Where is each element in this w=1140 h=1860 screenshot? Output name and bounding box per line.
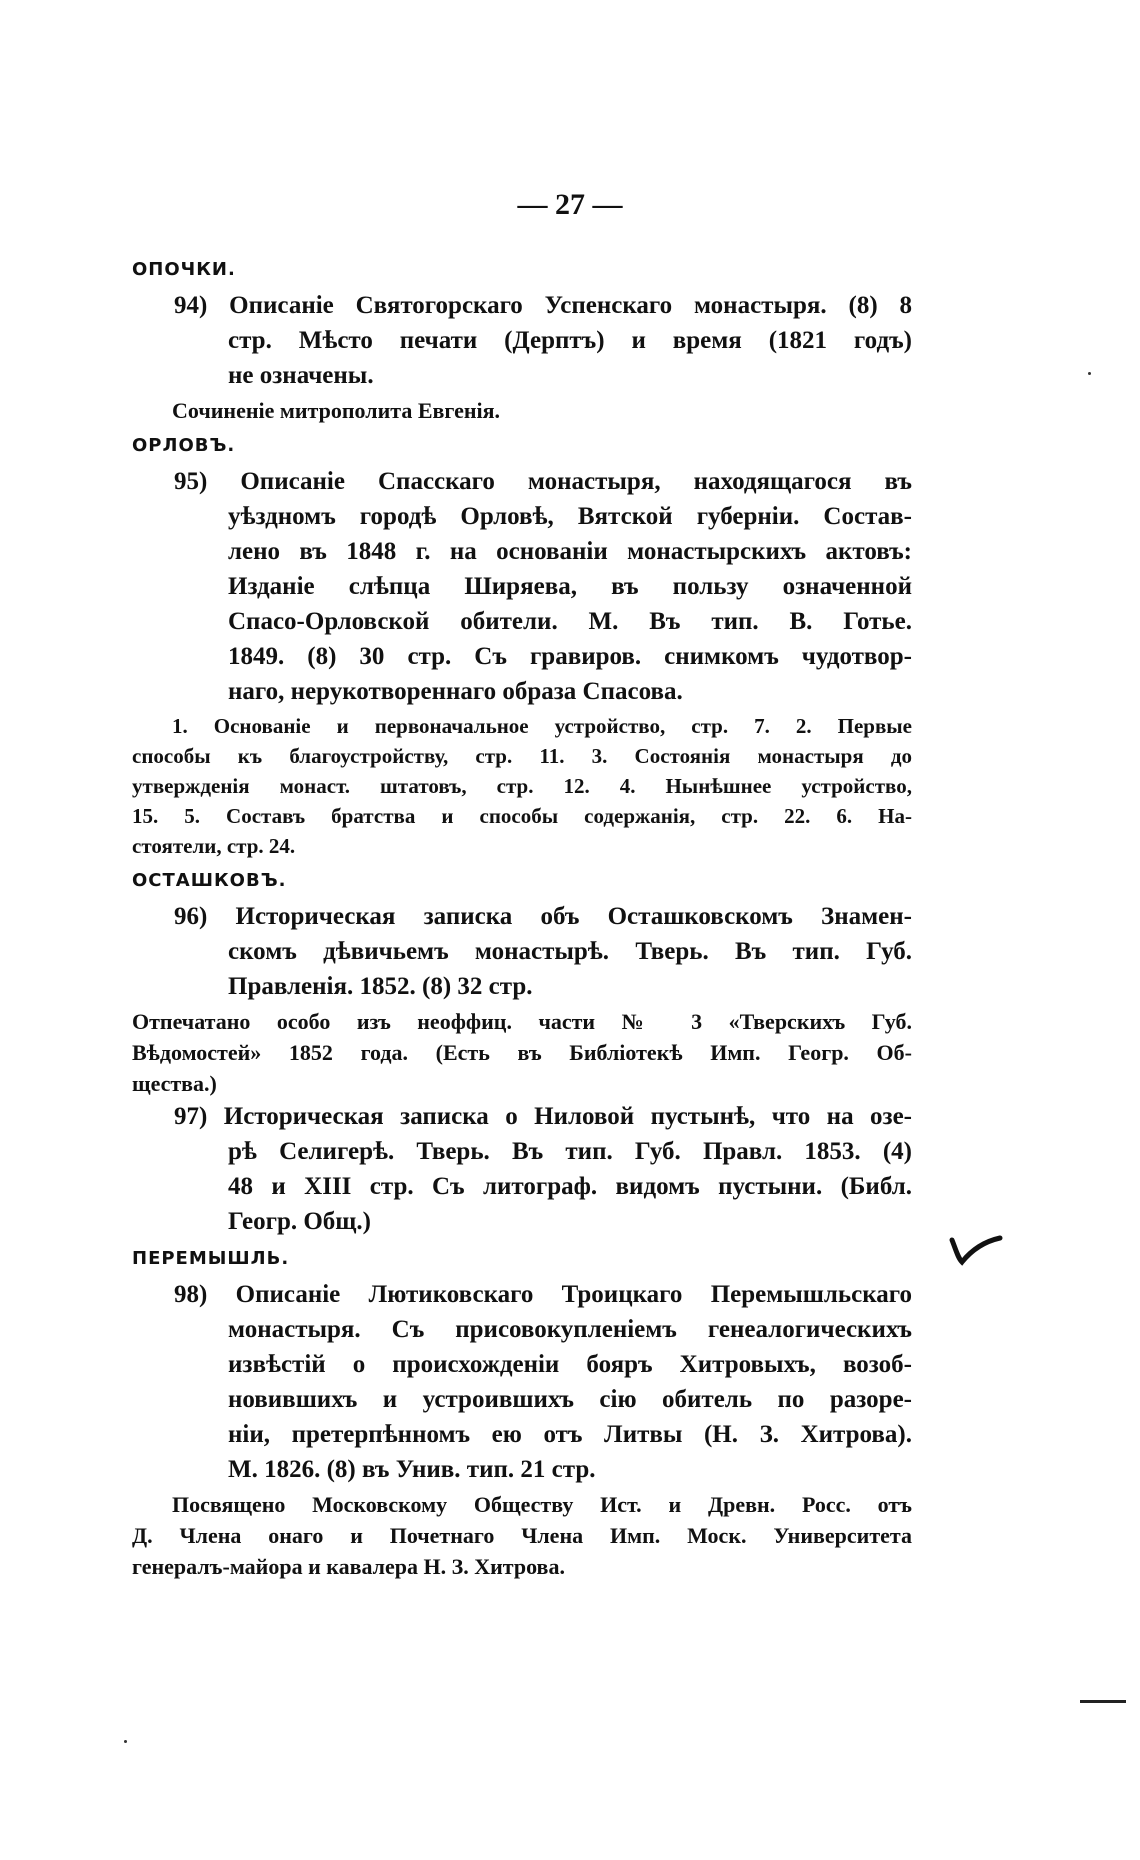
entry-95	[132, 464, 912, 709]
speck	[124, 1740, 127, 1743]
contents-95-line: утвержденія монаст. штатовъ, стр. 12. 4. Нынѣшнее устройство,	[132, 774, 912, 798]
contents-95-line: способы къ благоустройству, стр. 11. 3. Состоянія монастыря до	[132, 744, 912, 768]
note-96-line: щества.)	[132, 1071, 217, 1096]
entry-98-line: ніи, претерпѣнномъ ею отъ Литвы (Н. З. Хитрова).	[228, 1421, 912, 1448]
speck	[1088, 372, 1091, 375]
entry-94-line: стр. Мѣсто печати (Дерптъ) и время (1821 годъ)	[228, 327, 912, 354]
entry-95-line: Спасо-Орловской обители. М. Въ тип. В. Готье.	[228, 608, 912, 635]
note-96-line: Вѣдомостей» 1852 года. (Есть въ Библіотекѣ Имп. Геогр. Об-	[132, 1040, 912, 1065]
entry-97-line: 97) Историческая записка о Ниловой пустынѣ, что на озе-	[174, 1103, 912, 1130]
entry-96	[132, 899, 912, 1004]
note-94-line: Сочиненіе митрополита Евгенія.	[172, 398, 501, 423]
margin-rule	[1080, 1700, 1126, 1703]
note-98-line: Д. Члена онаго и Почетнаго Члена Имп. Моск. Университета	[132, 1523, 912, 1548]
entry-98-line: новившихъ и устроившихъ сію обитель по разоре-	[228, 1386, 912, 1413]
entry-97-line: Геогр. Общ.)	[228, 1208, 371, 1235]
entry-98-line: монастыря. Съ присовокупленіемъ генеалогическихъ	[228, 1316, 912, 1343]
entry-98-line: извѣстій о происхожденіи бояръ Хитровыхъ, возоб-	[228, 1351, 912, 1378]
page-number: — 27 —	[517, 188, 623, 221]
page-body	[132, 250, 912, 1582]
entry-97	[132, 1099, 912, 1239]
contents-95-line: 15. 5. Составъ братства и способы содержанія, стр. 22. 6. На-	[132, 804, 912, 828]
entry-95-line: Изданіе слѣпца Ширяева, въ пользу означенной	[228, 573, 912, 600]
entry-94-line: 94) Описаніе Святогорскаго Успенскаго монастыря. (8) 8	[174, 292, 912, 319]
heading-opochki: ОПОЧКИ.	[132, 259, 236, 280]
note-98-line: генералъ-майора и кавалера Н. З. Хитрова.	[132, 1554, 565, 1579]
entry-96-line: Правленія. 1852. (8) 32 стр.	[228, 973, 533, 1000]
handwritten-check-mark-icon	[948, 1232, 1004, 1266]
entry-95-line: уѣздномъ городѣ Орловѣ, Вятской губерніи. Состав-	[228, 503, 912, 530]
contents-95	[132, 711, 912, 861]
entry-97-line: 48 и XIII стр. Съ литограф. видомъ пустыни. (Библ.	[228, 1173, 912, 1200]
note-94	[132, 395, 912, 426]
entry-96-line: 96) Историческая записка объ Осташковскомъ Знамен-	[174, 903, 912, 930]
entry-95-line: 95) Описаніе Спасскаго монастыря, находящагося въ	[174, 468, 912, 495]
heading-peremyshl: ПЕРЕМЫШЛЬ.	[132, 1248, 290, 1269]
entry-95-line: лено въ 1848 г. на основаніи монастырскихъ актовъ:	[228, 538, 912, 565]
heading-ostashkov: ОСТАШКОВЪ.	[132, 870, 287, 891]
note-98-line: Посвящено Московскому Обществу Ист. и Древн. Росс. отъ	[172, 1492, 912, 1517]
note-98	[132, 1489, 912, 1582]
entry-95-line: наго, нерукотвореннаго образа Спасова.	[228, 678, 683, 705]
entry-95-line: 1849. (8) 30 стр. Съ гравиров. снимкомъ чудотвор-	[228, 643, 912, 670]
entry-98-line: М. 1826. (8) въ Унив. тип. 21 стр.	[228, 1456, 596, 1483]
note-96-line: Отпечатано особо изъ неоффиц. части № 3 «Тверскихъ Губ.	[132, 1009, 912, 1034]
heading-orlov: ОРЛОВЪ.	[132, 435, 236, 456]
contents-95-line: 1. Основаніе и первоначальное устройство, стр. 7. 2. Первые	[172, 714, 912, 738]
entry-96-line: скомъ дѣвичьемъ монастырѣ. Тверь. Въ тип. Губ.	[228, 938, 912, 965]
entry-94	[132, 288, 912, 393]
entry-98	[132, 1277, 912, 1487]
entry-97-line: рѣ Селигерѣ. Тверь. Въ тип. Губ. Правл. 1853. (4)	[228, 1138, 912, 1165]
entry-94-line: не означены.	[228, 362, 374, 389]
note-96	[132, 1006, 912, 1099]
contents-95-line: стоятели, стр. 24.	[132, 834, 296, 858]
entry-98-line: 98) Описаніе Лютиковскаго Троицкаго Перемышльскаго	[174, 1281, 912, 1308]
